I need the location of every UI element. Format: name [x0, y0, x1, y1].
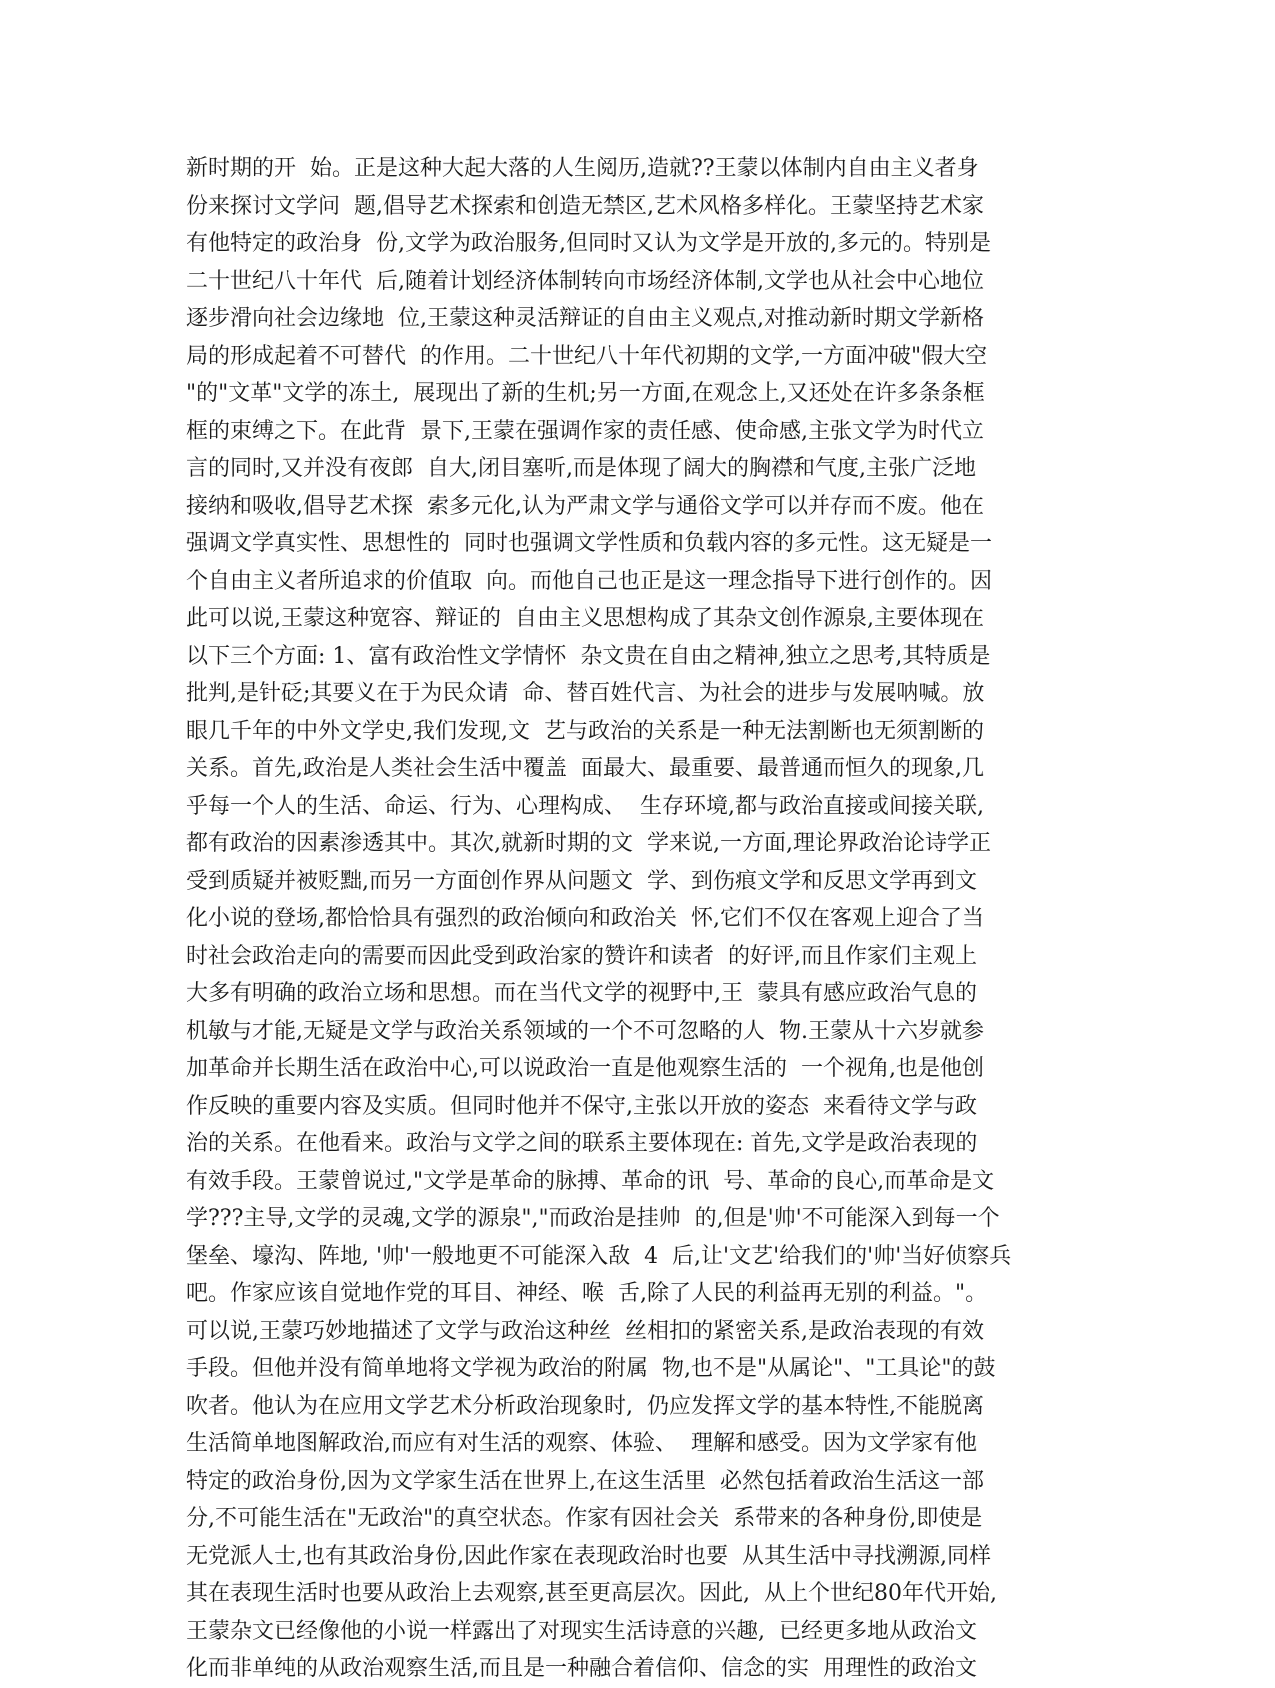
text-line: 化小说的登场,都恰恰具有强烈的政治倾向和政治关 怀,它们不仅在客观上迎合了当 [186, 906, 984, 931]
text-line: 都有政治的因素渗透其中。其次,就新时期的文 学来说,一方面,理论界政治论诗学正 [186, 831, 991, 856]
text-line: 接纳和吸收,倡导艺术探 索多元化,认为严肃文学与通俗文学可以并存而不废。他在 [186, 493, 984, 519]
text-line: 乎每一个人的生活、命运、行为、心理构成、 生存环境,都与政治直接或间接关联, [186, 793, 984, 819]
text-line: 以下三个方面: 1、富有政治性文学情怀 杂文贵在自由之精神,独立之思考,其特质是 [186, 643, 991, 669]
text-line: 份来探讨文学问 题,倡导艺术探索和创造无禁区,艺术风格多样化。王蒙坚持艺术家 [186, 193, 984, 219]
text-line: 批判,是针砭;其要义在于为民众请 命、替百姓代言、为社会的进步与发展呐喊。放 [186, 681, 985, 706]
text-line: 机敏与才能,无疑是文学与政治关系领域的一个不可忽略的人 物.王蒙从十六岁就参 [186, 1018, 984, 1044]
text-line: 言的同时,又并没有夜郎 自大,闭目塞听,而是体现了阔大的胸襟和气度,主张广泛地 [186, 456, 976, 481]
body-text [186, 150, 1066, 1688]
text-line: 个自由主义者所追求的价值取 向。而他自己也正是这一理念指导下进行创作的。因 [186, 568, 992, 594]
text-line: 眼几千年的中外文学史,我们发现,文 艺与政治的关系是一种无法割断也无须割断的 [186, 718, 984, 744]
text-line: 有他特定的政治身 份,文学为政治服务,但同时又认为文学是开放的,多元的。特别是 [186, 231, 991, 256]
text-line: 关系。首先,政治是人类社会生活中覆盖 面最大、最重要、最普通而恒久的现象,几 [186, 756, 984, 781]
text-line: 无党派人士,也有其政治身份,因此作家在表现政治时也要 从其生活中寻找溯源,同样 [186, 1543, 991, 1569]
text-line: 特定的政治身份,因为文学家生活在世界上,在这生活里 必然包括着政治生活这一部 [186, 1468, 984, 1494]
text-line: 学???主导,文学的灵魂,文学的源泉","而政治是挂帅 的,但是'帅'不可能深入到每一个 [186, 1206, 1000, 1231]
text-line: 化而非单纯的从政治观察生活,而且是一种融合着信仰、信念的实 用理性的政治文 [186, 1656, 977, 1681]
text-line: 时社会政治走向的需要而因此受到政治家的赞许和读者 的好评,而且作家们主观上 [186, 943, 977, 969]
text-line: 分,不可能生活在"无政治"的真空状态。作家有因社会关 系带来的各种身份,即使是 [186, 1506, 983, 1531]
text-line: 可以说,王蒙巧妙地描述了文学与政治这种丝 丝相扣的紧密关系,是政治表现的有效 [186, 1318, 984, 1344]
text-line: 手段。但他并没有简单地将文学视为政治的附属 物,也不是"从属论"、"工具论"的鼓 [186, 1356, 996, 1381]
text-line: 二十世纪八十年代 后,随着计划经济体制转向市场经济体制,文学也从社会中心地位 [186, 268, 984, 294]
text-line: 治的关系。在他看来。政治与文学之间的联系主要体现在: 首先,文学是政治表现的 [186, 1131, 978, 1156]
text-line: 其在表现生活时也要从政治上去观察,甚至更高层次。因此, 从上个世纪80年代开始, [186, 1581, 997, 1606]
text-line: 生活简单地图解政治,而应有对生活的观察、体验、 理解和感受。因为文学家有他 [186, 1431, 977, 1456]
text-line: 堡垒、壕沟、阵地, '帅'一般地更不可能深入敌 4 后,让'文艺'给我们的'帅'当好侦察兵 [186, 1243, 1012, 1269]
text-line: 加革命并长期生活在政治中心,可以说政治一直是他观察生活的 一个视角,也是他创 [186, 1056, 984, 1081]
text-line: 大多有明确的政治立场和思想。而在当代文学的视野中,王 蒙具有感应政治气息的 [186, 981, 977, 1006]
text-line: 作反映的重要内容及实质。但同时他并不保守,主张以开放的姿态 来看待文学与政 [186, 1093, 977, 1119]
text-line: 吹者。他认为在应用文学艺术分析政治现象时, 仍应发挥文学的基本特性,不能脱离 [186, 1393, 984, 1419]
text-line: 框的束缚之下。在此背 景下,王蒙在强调作家的责任感、使命感,主张文学为时代立 [186, 418, 984, 444]
text-line: 有效手段。王蒙曾说过,"文学是革命的脉搏、革命的讯 号、革命的良心,而革命是文 [186, 1168, 995, 1194]
text-line: "的"文革"文学的冻土, 展现出了新的生机;另一方面,在观念上,又还处在许多条条框 [186, 381, 985, 406]
text-line: 局的形成起着不可替代 的作用。二十世纪八十年代初期的文学,一方面冲破"假大空 [186, 343, 988, 369]
text-line: 新时期的开 始。正是这种大起大落的人生阅历,造就??王蒙以体制内自由主义者身 [186, 156, 979, 181]
text-line: 吧。作家应该自觉地作党的耳目、神经、喉 舌,除了人民的利益再无别的利益。"。 [186, 1281, 988, 1306]
text-line: 强调文学真实性、思想性的 同时也强调文学性质和负载内容的多元性。这无疑是一 [186, 531, 992, 556]
text-line: 王蒙杂文已经像他的小说一样露出了对现实生活诗意的兴趣, 已经更多地从政治文 [186, 1618, 977, 1644]
text-line: 此可以说,王蒙这种宽容、辩证的 自由主义思想构成了其杂文创作源泉,主要体现在 [186, 606, 984, 631]
text-line: 逐步滑向社会边缘地 位,王蒙这种灵活辩证的自由主义观点,对推动新时期文学新格 [186, 306, 984, 331]
text-line: 受到质疑并被贬黜,而另一方面创作界从问题文 学、到伤痕文学和反思文学再到文 [186, 868, 977, 894]
